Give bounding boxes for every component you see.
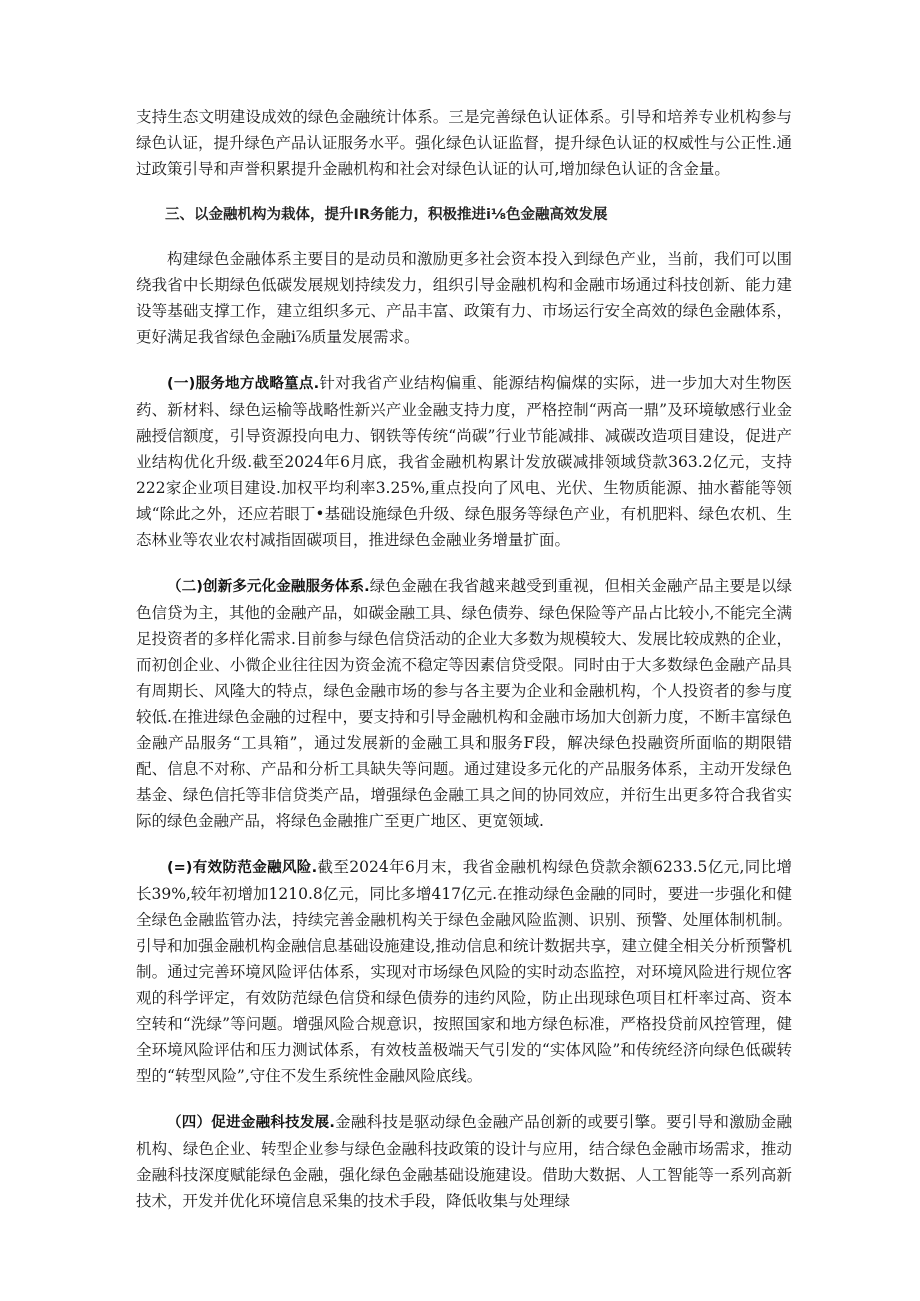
- item-lead-2: （二)创新多元化金融服务体系.: [167, 579, 370, 595]
- item-lead-1: (一)服务地方战略篁点.: [167, 376, 320, 392]
- document-body: [136, 104, 792, 1214]
- item-body-1: 针对我省产业结构偏重、能源结构偏煤的实际，进一步加大对生物医药、新材料、绿色运榆等战略性新兴产业金融支持力度，严格控制“两高一鼎”及环境敏感行业金融授信额度，引导资源投向电力、钢铁等传统“尚碳”行业节能减排、减碳改造项目建设，促进产业结构优化升级.截至2024年6月底，我省金融机构累计发放碳减排领域贷款363.2亿元，支持222家企业项目建设.加权平均利率3.25%,重点投向了风电、光伏、生物质能源、抽水蓄能等领域“除此之外，还应若眼丁•基础设施绿色升级、绿色服务等绿色产业，有机肥料、绿色农机、生态林业等农业农村减指固碳项目，推进绿色金融业务增量扩面。: [136, 374, 792, 549]
- item-paragraph-2: [136, 573, 792, 834]
- section-heading: 三、以金融机构为栽体，提升IR务能力，积极推进i⅛色金融高效发展: [165, 207, 608, 223]
- intro-paragraph: 构建绿色金融体系主要目的是动员和激励更多社会资本投入到绿色产业，当前，我们可以围绕我省中长期绿色低碳发展规划持续发力，组织引导金融机构和金融市场通过科技创新、能力建设等基础支撑工作，建立组织多元、产品丰富、政策有力、市场运行安全高效的绿色金融体系，更好满足我省绿色金融i⅞质量发展需求。: [136, 250, 792, 346]
- item-paragraph-3: [136, 854, 792, 1089]
- item-paragraph-1: [136, 370, 792, 553]
- body-paragraph: 支持生态文明建设成效的绿色金融统计体系。三是完善绿色认证体系。引导和培养专业机构参与绿色认证，提升绿色产品认证服务水平。强化绿色认证监督，提升绿色认证的权威性与公正性.通过政策引导和声誉积累提升金融机构和社会对绿色认证的认可,增加绿色认证的含金量。: [136, 108, 792, 178]
- item-body-4: 金融科技是驱动绿色金融产品创新的或要引擎。要引导和激励金融机构、绿色企业、转型企业参与绿色金融科技政策的设计与应用，结合绿色金融市场需求，推动金融科技深度赋能绿色金融，强化绿色金融基础设施建设。借助大数据、人工智能等一系列高新技术，开发并优化环境信息采集的技术手段，降低收集与处理绿: [136, 1113, 792, 1210]
- item-body-2: 绿色金融在我省越来越受到重视，但相关金融产品主要是以绿色信贷为主，其他的金融产品，如碳金融工具、绿色债券、绿色保险等产品占比较小,不能完全满足投资者的多样化需求.目前参与绿色信贷活动的企业大多数为规模较大、发展比较成熟的企业，而初创企业、小微企业往往因为资金流不稳定等因素信贷受限。同时由于大多数绿色金融产品具有周期长、风隆大的特点，绿色金融市场的参与各主要为企业和金融机构，个人投资者的参与度较低.在推进绿色金融的过程中，要支持和引导金融机构和金融市场加大创新力度，不断丰富绿色金融产品服务“工具箱”，通过发展新的金融工具和服务F段，解决绿色投融资所面临的期限错配、信息不对称、产品和分析工具缺失等问题。通过建设多元化的产品服务体系，主动开发绿色基金、绿色信托等非信贷类产品，增强绿色金融工具之间的协同效应，并衍生出更多符合我省实际的绿色金融产品，将绿色金融推广至更广地区、更宽领域.: [136, 577, 792, 830]
- item-lead-4: （四）促进金融科技发展.: [167, 1115, 335, 1131]
- item-body-3: 截至2024年6月末，我省金融机构绿色贷款余额6233.5亿元,同比增长39%,较年初增加1210.8亿元，同比多增417亿元.在推动绿色金融的同时，要进一步强化和健全绿色金融监管办法，持续完善金融机构关于绿色金融风险监测、识别、预警、处厘体制机制。引导和加强金融机构金融信息基础设施建设,推动信息和统计数据共享，建立健全相关分析预警机制。通过完善环境风险评估体系，实现对市场绿色风险的实时动态监控，对环境风险进行规位客观的科学评定，有效防范绿色信贷和绿色债券的违约风险，防止出现球色项目杠杆率过高、资本空转和“洗绿”等问题。增强风险合规意识，按照国家和地方绿色标准，严格投贷前风控管理，健全环境风险评估和压力测试体系，有效枝盖极端天气引发的“实体风险”和传统经济向绿色低碳转型的“转型风险”,守住不发生系统性金融风险底线。: [136, 858, 792, 1085]
- item-lead-3: (=)有效防范金融风险.: [167, 860, 318, 876]
- item-paragraph-4: [136, 1109, 792, 1214]
